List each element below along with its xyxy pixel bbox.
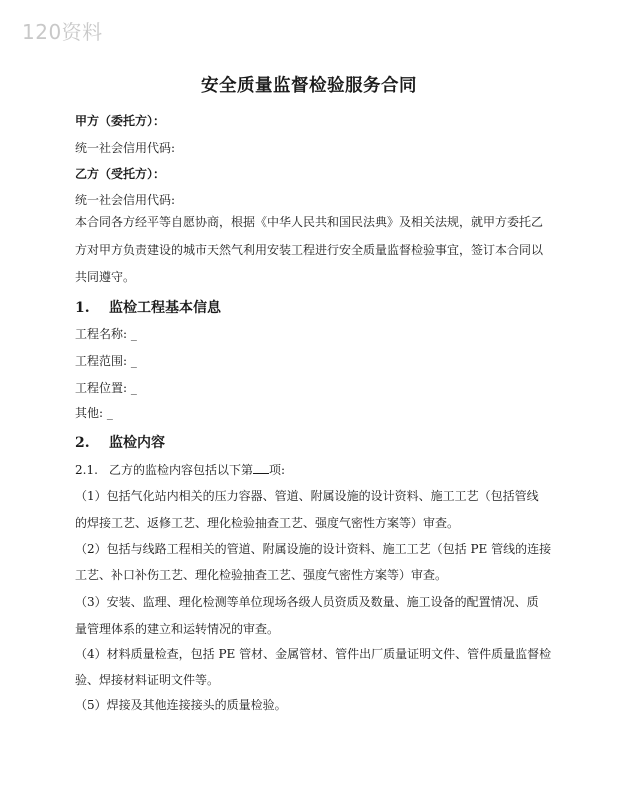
intro-line-2: 方对甲方负责建设的城市天然气利用安装工程进行安全质量监督检验事宜，签订本合同以 [75, 243, 544, 257]
party-b-label: 乙方（受托方）： [75, 167, 166, 181]
watermark: 120资料 [22, 20, 103, 44]
field-label: 工程范围: [75, 354, 128, 368]
field-value: _ [130, 327, 137, 341]
item-3-line-2: 量管理体系的建立和运转情况的审查。 [75, 622, 280, 636]
blank-underline [253, 461, 269, 474]
clause-number: 2.1. [75, 463, 98, 477]
intro-line-1: 本合同各方经平等自愿协商，根据《中华人民共和国民法典》及相关法规，就甲方委托乙 [75, 215, 544, 229]
section-1-title: 监检工程基本信息 [109, 300, 221, 316]
clause-text-before: 乙方的监检内容包括以下第 [109, 463, 254, 477]
item-1-line-2: 的焊接工艺、返修工艺、理化检验抽查工艺、强度气密性方案等）审查。 [75, 516, 460, 530]
field-label: 工程名称: [75, 327, 128, 341]
field-value: _ [106, 406, 113, 420]
section-2-number: 2. [75, 435, 90, 451]
field-value: _ [130, 381, 137, 395]
item-2-line-2: 工艺、补口补伤工艺、理化检验抽查工艺、强度气密性方案等）审查。 [75, 568, 448, 582]
field-project-name [75, 326, 137, 342]
section-2-title: 监检内容 [109, 435, 165, 451]
section-1-heading [75, 297, 221, 317]
item-4-line-1: （4）材料质量检查，包括 PE 管材、金属管材、管件出厂质量证明文件、管件质量监督检 [75, 647, 552, 661]
field-other [75, 405, 113, 421]
item-4-line-2: 验、焊接材料证明文件等。 [75, 673, 220, 687]
section-2-heading [75, 432, 165, 452]
field-value: _ [130, 354, 137, 368]
party-a-credit-code: 统一社会信用代码: [75, 141, 176, 155]
party-b-credit-code: 统一社会信用代码: [75, 193, 176, 207]
item-1-line-1: （1）包括气化站内相关的压力容器、管道、附属设施的设计资料、施工工艺（包括管线 [75, 489, 539, 503]
item-5-line-1: （5）焊接及其他连接接头的质量检验。 [75, 698, 287, 712]
party-a-label: 甲方（委托方）： [75, 114, 166, 128]
section-1-number: 1. [75, 300, 90, 316]
clause-2-1 [75, 461, 285, 478]
item-2-line-1: （2）包括与线路工程相关的管道、附属设施的设计资料、施工工艺（包括 PE 管线的连接 [75, 542, 552, 556]
intro-line-3: 共同遵守。 [75, 270, 136, 284]
field-project-scope [75, 353, 137, 369]
document-title: 安全质量监督检验服务合同 [201, 76, 417, 96]
field-label: 工程位置: [75, 381, 128, 395]
clause-text-after: 项: [269, 463, 286, 477]
item-3-line-1: （3）安装、监理、理化检测等单位现场各级人员资质及数量、施工设备的配置情况、质 [75, 595, 539, 609]
field-project-location [75, 380, 137, 396]
field-label: 其他: [75, 406, 104, 420]
